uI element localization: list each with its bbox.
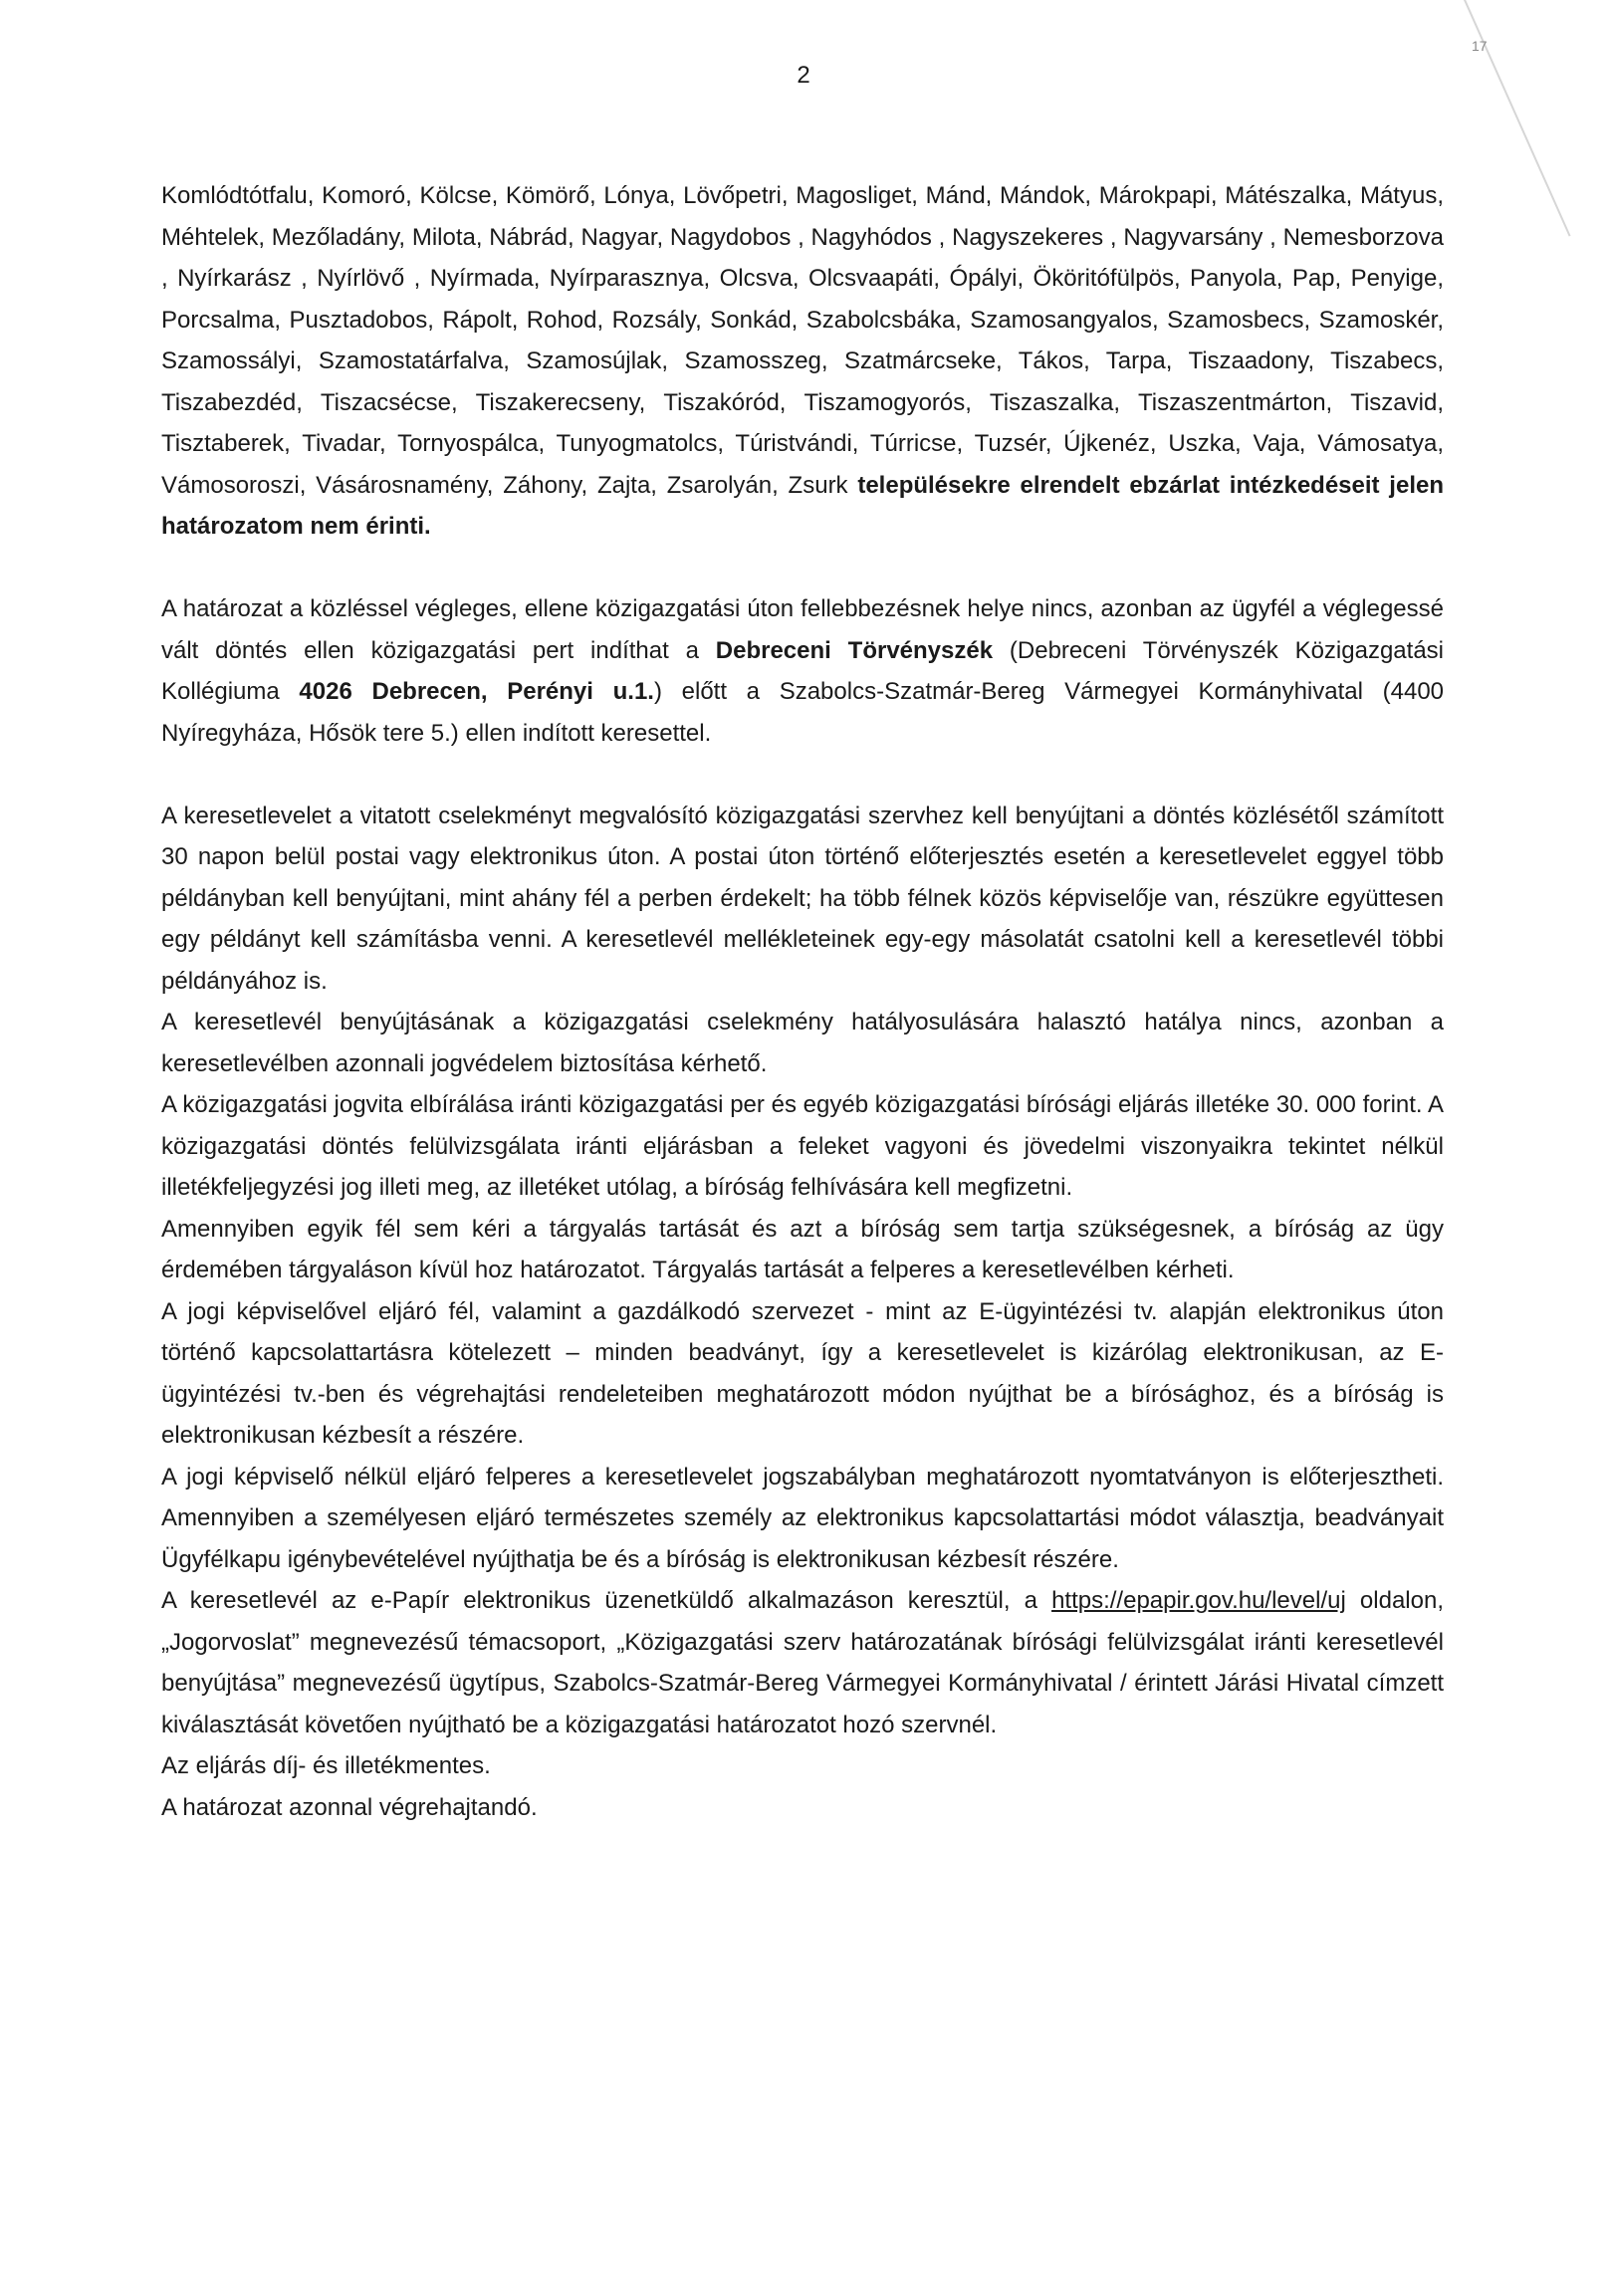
fee-paragraph: A közigazgatási jogvita elbírálása iránti közigazgatási per és egyéb közigazgatási bírósági eljárás illetéke 30. 000 forint. A közigazgatási döntés felülvizsgálata iránti eljárásban a feleket vagyoni és jövedelmi viszonyaikra tekintet nélkül illetékfeljegyzési jog illeti meg, az illetéket utólag, a bíróság felhívására kell megfizetni. <box>161 1091 1444 1201</box>
settlement-list-paragraph <box>161 175 1444 548</box>
page-number: 2 <box>797 62 810 89</box>
filing-deadline-paragraph: A keresetlevelet a vitatott cselekményt megvalósító közigazgatási szervhez kell benyújtani a döntés közlésétől számított 30 napon belül postai vagy elektronikus úton. A postai úton történő előterjesztés esetén a keresetlevelet eggyel több példányban kell benyújtani, mint ahány fél a perben érdekelt; ha több félnek közös képviselője van, részükre együttesen egy példányt kell számításba venni. A keresetlevél mellékleteinek egy-egy másolatát csatolni kell a keresetlevél többi példányához is. <box>161 802 1444 995</box>
electronic-filing-paragraph: A jogi képviselővel eljáró fél, valamint a gazdálkodó szervezet - mint az E-ügyintézési tv. alapján elektronikus úton történő kapcsolattartásra kötelezett – minden beadványt, így a keresetlevelet is kizárólag elektronikusan, az E-ügyintézési tv.-ben és végrehajtási rendeleteiben meghatározott módon nyújthat be a bírósághoz, és a bíróság is elektronikusan kézbesít a részére. <box>161 1297 1444 1449</box>
epapir-link[interactable]: https://epapir.gov.hu/level/uj <box>1051 1587 1346 1614</box>
epapir-text-1: A keresetlevél az e-Papír elektronikus üzenetküldő alkalmazáson keresztül, a <box>161 1587 1052 1614</box>
fee-exemption-paragraph: Az eljárás díj- és illetékmentes. <box>161 1752 491 1779</box>
appeal-paragraph <box>161 588 1444 754</box>
epapir-text-2: oldalon, „Jogorvoslat” megnevezésű témacsoport, „Közigazgatási szerv határozatának bírósági felülvizsgálat iránti keresetlevél benyújtása” megnevezésű ügytípus, Szabolcs-Szatmár-Bereg Vármegyei Kormányhivatal / érintett Járási Hivatal címzett kiválasztását követően nyújtható be a közigazgatási határozatot hozó szervnél. <box>161 1587 1444 1738</box>
appeal-text-3: ) előtt a Szabolcs-Szatmár-Bereg Vármegyei Kormányhivatal (4400 Nyíregyháza, Hősök tere 5.) ellen indított keresettel. <box>161 678 1445 747</box>
suspensive-effect-paragraph: A keresetlevél benyújtásának a közigazgatási cselekmény hatályosulására halasztó hatálya nincs, azonban a keresetlevélben azonnali jogvédelem biztosítása kérhető. <box>161 1009 1444 1077</box>
form-filing-paragraph: A jogi képviselő nélkül eljáró felperes a keresetlevelet jogszabályban meghatározott nyomtatványon is előterjesztheti. Amennyiben a személyesen eljáró természetes személy az elektronikus kapcsolattartási módot választja, beadványait Ügyfélkapu igénybevételével nyújthatja be és a bíróság is elektronikusan kézbesít részére. <box>161 1463 1444 1573</box>
document-body <box>161 175 1444 1828</box>
scan-edge-line <box>1464 0 1571 237</box>
corner-mark: 17 <box>1472 38 1488 54</box>
epapir-paragraph <box>161 1580 1444 1745</box>
settlement-exemption-statement: településekre elrendelt ebzárlat intézkedéseit jelen határozatom nem érinti. <box>161 471 1444 540</box>
court-address: 4026 Debrecen, Perényi u.1. <box>299 678 654 705</box>
appeal-text-1: A határozat a közléssel végleges, ellene közigazgatási úton fellebbezésnek helye nincs, azonban az ügyfél a véglegessé vált döntés ellen közigazgatási pert indíthat a <box>161 595 1444 664</box>
court-name: Debreceni Törvényszék <box>715 636 994 664</box>
hearing-paragraph: Amennyiben egyik fél sem kéri a tárgyalás tartását és azt a bíróság sem tartja szükségesnek, a bíróság az ügy érdemében tárgyaláson kívül hoz határozatot. Tárgyalás tartását a felperes a keresetlevélben kérheti. <box>161 1215 1444 1283</box>
settlement-list: Komlódtótfalu, Komoró, Kölcse, Kömörő, Lónya, Lövőpetri, Magosliget, Mánd, Mándok, Márokpapi, Mátészalka, Mátyus, Méhtelek, Mezőladány, Milota, Nábrád, Nagyar, Nagydobos , Nagyhódos , Nagyszekeres , Nagyvarsány , Nemesborzova , Nyírkarász , Nyírlövő , Nyírmada, Nyírparasznya, Olcsva, Olcsvaapáti, Ópályi, Ököritófülpös, Panyola, Pap, Penyige, Porcsalma, Pusztadobos, Rápolt, Rohod, Rozsály, Sonkád, Szabolcsbáka, Szamosangyalos, Szamosbecs, Szamoskér, Szamossályi, Szamostatárfalva, Szamosújlak, Szamosszeg, Szatmárcseke, Tákos, Tarpa, Tiszaadony, Tiszabecs, Tiszabezdéd, Tiszacsécse, Tiszakerecseny, Tiszakóród, Tiszamogyorós, Tiszaszalka, Tiszaszentmárton, Tiszavid, Tisztaberek, Tivadar, Tornyospálca, Tunyogmatolcs, Túristvándi, Túrricse, Tuzsér, Újkenéz, Uszka, Vaja, Vámosatya, Vámosoroszi, Vásárosnamény, Záhony, Zajta, Zsarolyán, Zsurk <box>161 182 1444 499</box>
appeal-text-2: (Debreceni Törvényszék Közigazgatási Kollégiuma <box>161 636 1444 705</box>
enforcement-paragraph: A határozat azonnal végrehajtandó. <box>161 1793 538 1821</box>
